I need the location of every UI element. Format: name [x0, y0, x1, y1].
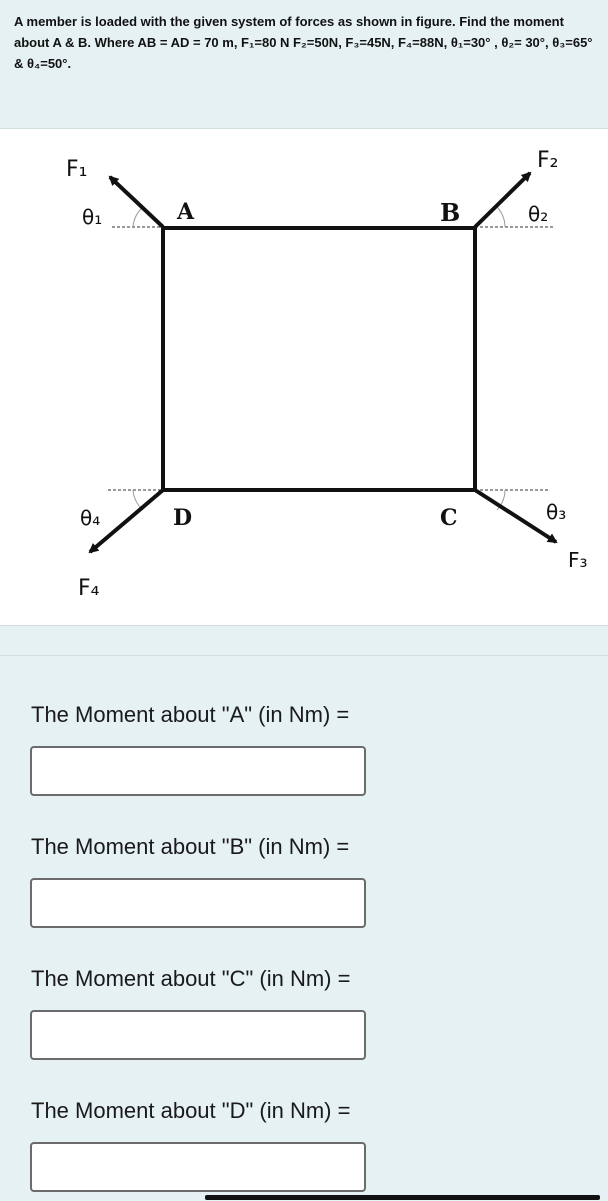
member-square	[163, 228, 475, 490]
angle-arc-1	[133, 207, 143, 227]
answer-input-d[interactable]	[30, 1142, 366, 1192]
label-theta3: θ₃	[546, 500, 567, 524]
answer-input-b[interactable]	[30, 878, 366, 928]
question-label-d: The Moment about "D" (in Nm) =	[31, 1098, 351, 1123]
question-label-c: The Moment about "C" (in Nm) =	[31, 966, 351, 991]
answer-input-a[interactable]	[30, 746, 366, 796]
question-label-a: The Moment about "A" (in Nm) =	[31, 702, 350, 727]
force-arrow-f4	[90, 490, 163, 552]
label-f2: F₂	[537, 148, 559, 173]
home-indicator	[205, 1195, 600, 1200]
question-label-b: The Moment about "B" (in Nm) =	[31, 834, 350, 859]
angle-arc-2	[497, 207, 505, 227]
answers-section	[0, 655, 608, 1201]
label-f4: F₄	[78, 576, 100, 601]
label-theta2: θ₂	[528, 202, 549, 226]
corner-label-a: A	[177, 199, 195, 225]
problem-text: A member is loaded with the given system of forces as shown in figure. Find the moment about A & B. Where AB = AD = 70 m, F₁=80 N F₂=50N, F₃=45N, F₄=88N, θ₁=30° , θ₂= 30°, θ₃=65° & θ₄=50°.	[14, 14, 593, 71]
label-f3: F₃	[568, 548, 588, 572]
force-arrow-f2	[475, 173, 530, 227]
corner-label-b: B	[440, 198, 461, 227]
label-theta1: θ₁	[82, 205, 103, 229]
force-arrow-f3	[475, 490, 556, 542]
label-f1: F₁	[66, 157, 88, 182]
answer-input-c[interactable]	[30, 1010, 366, 1060]
force-arrow-f1	[110, 177, 163, 227]
problem-statement	[0, 0, 608, 100]
figure-panel	[0, 128, 608, 626]
force-diagram	[0, 129, 608, 625]
corner-label-d: D	[173, 505, 193, 531]
label-theta4: θ₄	[80, 506, 101, 530]
corner-label-c: C	[440, 505, 458, 531]
